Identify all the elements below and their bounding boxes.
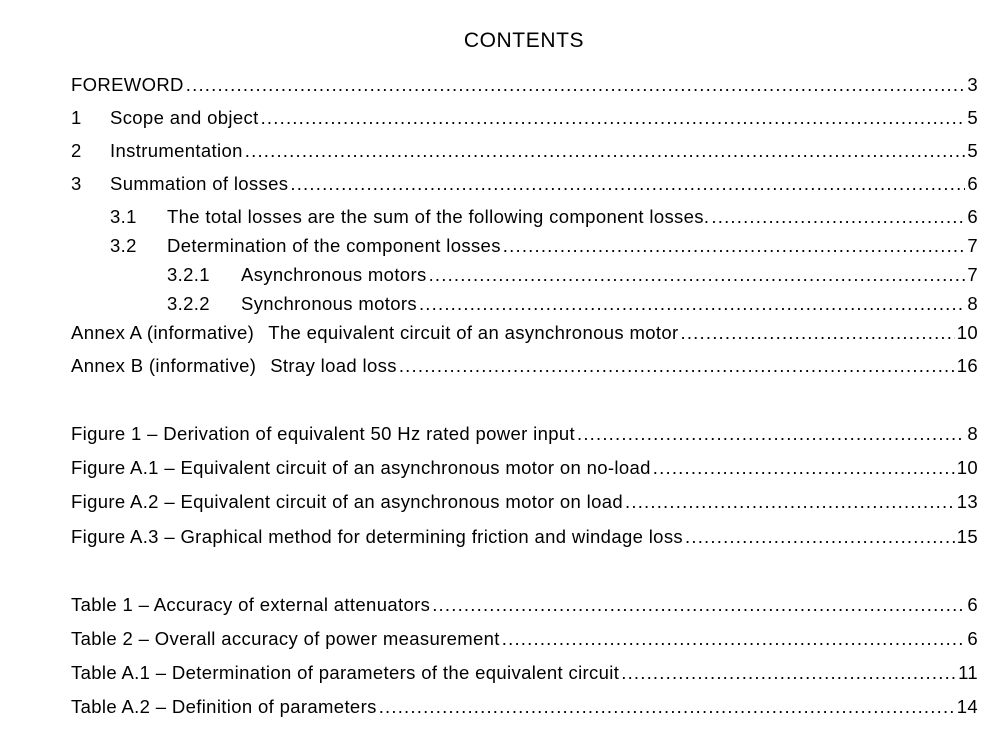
dot-leader [502,628,966,650]
toc-entry-page: 10 [956,322,978,343]
toc-entry-page: 11 [958,662,978,683]
toc-entry-page: 6 [967,628,978,649]
toc-entry-figure-a3[interactable] [71,526,978,550]
toc-entry-title: Table 1 – Accuracy of external attenuators [71,594,431,615]
toc-entry-title: Instrumentation [110,140,243,161]
toc-entry-title: The equivalent circuit of an asynchronous motor [268,322,679,343]
toc-entry-title: Determination of the component losses [167,235,501,256]
annex-label: Annex A (informative) [71,322,255,343]
toc-entry-page: 16 [956,355,978,376]
toc-entry-annex-b[interactable] [71,355,978,379]
toc-entry-page: 6 [967,594,978,615]
toc-entry-title: Table 2 – Overall accuracy of power measurement [71,628,500,649]
toc-entry-number: 2 [71,140,82,161]
toc-entry-title: Synchronous motors [241,293,417,314]
toc-entry-page: 7 [967,264,978,285]
toc-entry-number: 3.1 [110,206,137,227]
toc-entry-page: 7 [967,235,978,256]
toc-entry-page: 13 [956,491,978,512]
toc-entry-number: 1 [71,107,82,128]
toc-entry-section-1[interactable] [71,107,978,131]
toc-entry-title: Stray load loss [270,355,397,376]
toc-entry-table-2[interactable] [71,628,978,652]
toc-entry-page: 14 [956,696,978,717]
toc-entry-title: Summation of losses [110,173,289,194]
toc-entry-figure-a1[interactable] [71,457,978,481]
toc-entry-number: 3.2.2 [167,293,210,314]
dot-leader [429,264,966,286]
toc-entry-section-3-2-2[interactable] [167,293,978,317]
dot-leader [503,235,966,257]
dot-leader [577,423,965,445]
toc-entry-number: 3.2 [110,235,137,256]
toc-entry-number: 3 [71,173,82,194]
toc-entry-section-2[interactable] [71,140,978,164]
dot-leader [621,662,956,684]
toc-entry-table-1[interactable] [71,594,978,618]
toc-entry-title: Figure A.2 – Equivalent circuit of an asynchronous motor on load [71,491,624,512]
toc-entry-page: 5 [967,140,978,161]
dot-leader [432,594,965,616]
dot-leader [399,355,955,377]
toc-entry-figure-1[interactable] [71,423,978,447]
dot-leader [261,107,966,129]
dot-leader [379,696,955,718]
dot-leader [186,74,966,96]
dot-leader [290,173,965,195]
toc-entry-page: 8 [967,293,978,314]
toc-entry-table-a2[interactable] [71,696,978,720]
toc-entry-section-3[interactable] [71,173,978,197]
toc-entry-page: 10 [956,457,978,478]
toc-entry-title: Scope and object [110,107,259,128]
toc-entry-figure-a2[interactable] [71,491,978,515]
toc-entry-page: 5 [967,107,978,128]
toc-entry-foreword[interactable] [71,74,978,98]
toc-entry-section-3-2[interactable] [110,235,978,259]
toc-entry-title: Table A.1 – Determination of parameters of the equivalent circuit [71,662,620,683]
dot-leader [685,526,955,548]
toc-entry-page: 8 [967,423,978,444]
toc-entry-page: 3 [967,74,978,95]
toc-entry-title: Figure A.1 – Equivalent circuit of an asynchronous motor on no-load [71,457,651,478]
toc-entry-title: FOREWORD [71,74,184,95]
toc-entry-page: 6 [967,206,978,227]
toc-entry-title: The total losses are the sum of the following component losses. [167,206,710,227]
toc-entry-annex-a[interactable] [71,322,978,346]
toc-entry-number: 3.2.1 [167,264,210,285]
toc-entry-title: Asynchronous motors [241,264,427,285]
dot-leader [419,293,965,315]
toc-entry-section-3-2-1[interactable] [167,264,978,288]
toc-entry-table-a1[interactable] [71,662,978,686]
dot-leader [681,322,955,344]
toc-entry-section-3-1[interactable] [110,206,978,230]
toc-entry-page: 6 [967,173,978,194]
annex-label: Annex B (informative) [71,355,257,376]
toc-entry-title: Figure A.3 – Graphical method for determining friction and windage loss [71,526,684,547]
page-title: CONTENTS [463,29,585,52]
toc-entry-title: Table A.2 – Definition of parameters [71,696,377,717]
dot-leader [711,206,965,228]
dot-leader [653,457,955,479]
toc-entry-page: 15 [956,526,978,547]
toc-entry-title: Figure 1 – Derivation of equivalent 50 Hz rated power input [71,423,575,444]
dot-leader [625,491,955,513]
dot-leader [245,140,966,162]
